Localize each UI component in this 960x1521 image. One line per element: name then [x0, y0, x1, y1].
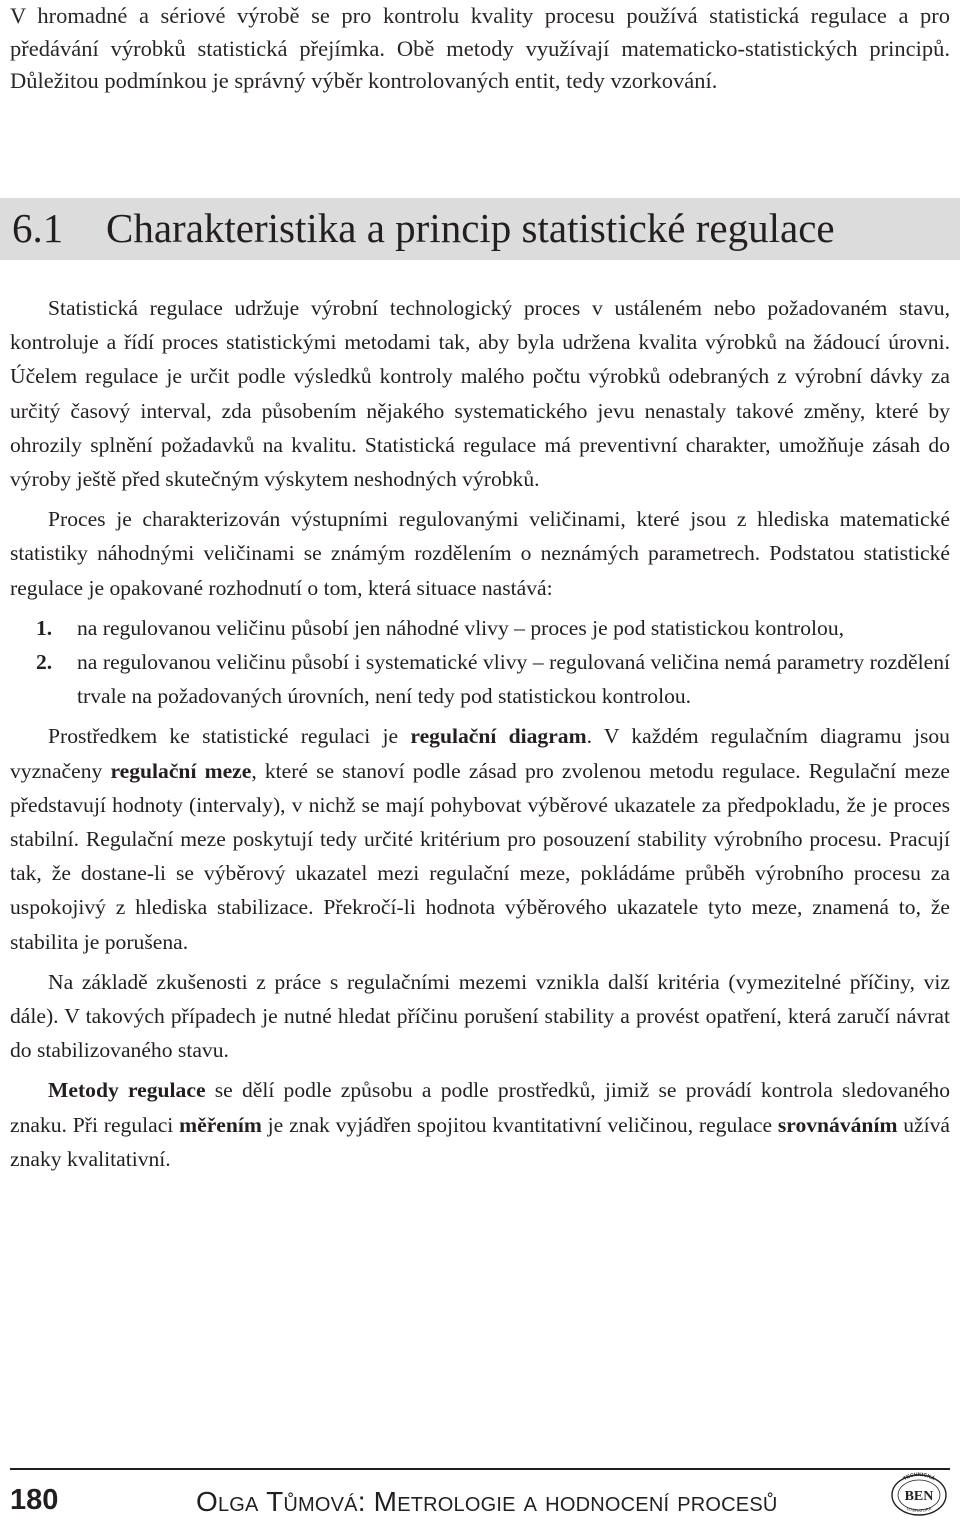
page-number: 180 [10, 1484, 59, 1516]
list-item [10, 611, 950, 645]
paragraph-control-chart [10, 719, 950, 958]
list-item-number: 2. [36, 650, 53, 675]
list-item-number: 1. [36, 615, 53, 640]
paragraph-methods [10, 1073, 950, 1176]
publisher-logo [889, 1470, 949, 1516]
text-run: . V každém regulačním diagramu jsou vyznačeny [10, 724, 950, 783]
term-methods: Metody regulace [48, 1078, 206, 1103]
intro-paragraph: V hromadné a sériové výrobě se pro kontrolu kvality procesu používá statistická regulace a pro předávání výrobků statistická přejímka. Obě metody využívají matematicko-statistických principů. Důležitou podmínkou je správný výběr kontrolovaných entit, tedy vzorkování. [10, 3, 950, 93]
paragraph-experience: Na základě zkušenosti z práce s regulačními mezemi vznikla další kritéria (vymezitelné příčiny, viz dále). V takových případech je nutné hledat příčinu porušení stability a provést opatření, která zaručí návrat do stabilizovaného stavu. [10, 969, 950, 1063]
term-control-chart: regulační diagram [410, 724, 587, 749]
section-heading-bar [0, 198, 960, 260]
paragraph-process: Proces je charakterizován výstupními regulovanými veličinami, které jsou z hlediska matematické statistiky náhodnými veličinami se známým rozdělením o neznámých parametrech. Podstatou statistické regulace je opakované rozhodnutí o tom, která situace nastává: [10, 507, 950, 600]
section-number: 6.1 [12, 205, 64, 251]
logo-top-text: TECHNICKÁ [902, 1471, 936, 1483]
term-control-limits: regulační meze [110, 758, 252, 783]
text-run: užívá znaky kvalitativní. [10, 1112, 951, 1171]
list-item-text: na regulovanou veličinu působí i systematické vlivy – regulovaná veličina nemá parametry rozdělení trvale na požadovaných úrovních, není tedy pod statistickou kontrolou. [77, 650, 950, 709]
section-title: Charakteristika a princip statistické regulace [106, 205, 835, 251]
text-run: se dělí podle způsobu a podle prostředků, jimiž se provádí kontrola sledovaného znaku. Při regulaci [10, 1078, 950, 1137]
list-item [10, 645, 950, 713]
list-item-text: na regulovanou veličinu působí jen náhodné vlivy – proces je pod statistickou kontrolou, [77, 615, 845, 640]
logo-mark: BEN [904, 1489, 934, 1504]
text-run: , které se stanoví podle zásad pro zvolenou metodu regulace. Regulační meze představují hodnoty (intervaly), v nichž se mají pohybovat výběrové ukazatele za předpokladu, že je proces stabilní. Regulační meze poskytují tedy určité kritérium pro posouzení stability výrobního procesu. Pracují tak, že dostane-li se výběrový ukazatel mezi regulační meze, pokládáme průběh výrobního procesu za uspokojivý z hlediska stabilizace. Překročí-li hodnota výběrového ukazatele tyto meze, znamená to, že stabilita je porušena. [10, 758, 950, 954]
term-measurement: měřením [179, 1112, 262, 1137]
paragraph-definition: Statistická regulace udržuje výrobní technologický proces v ustáleném nebo požadovaném stavu, kontroluje a řídí proces statistickými metodami tak, aby byla udržena kvalita výrobků na žádoucí úrovni. Účelem regulace je určit podle výsledků kontroly malého počtu výrobků odebraných z výrobní dávky za určitý časový interval, zda působením nějakého systematického jevu nenastaly takové změny, které by ohrozily splnění požadavků na kvalitu. Statistická regulace má preventivní charakter, umožňuje zásah do výroby ještě před skutečným výskytem neshodných výrobků. [10, 296, 950, 492]
term-comparison: srovnáváním [777, 1112, 898, 1137]
section-body [10, 291, 950, 1182]
logo-bottom-text: LITERATURA [906, 1505, 932, 1514]
text-run: je znak vyjádřen spojitou kvantitativní veličinou, regulace [261, 1112, 778, 1137]
footer-rule [10, 1468, 950, 1470]
section-heading [12, 202, 835, 254]
running-title: Olga Tůmová: Metrologie a hodnocení procesů [196, 1486, 778, 1517]
situation-list [10, 611, 950, 714]
text-run: Prostředkem ke statistické regulaci je [48, 724, 411, 749]
